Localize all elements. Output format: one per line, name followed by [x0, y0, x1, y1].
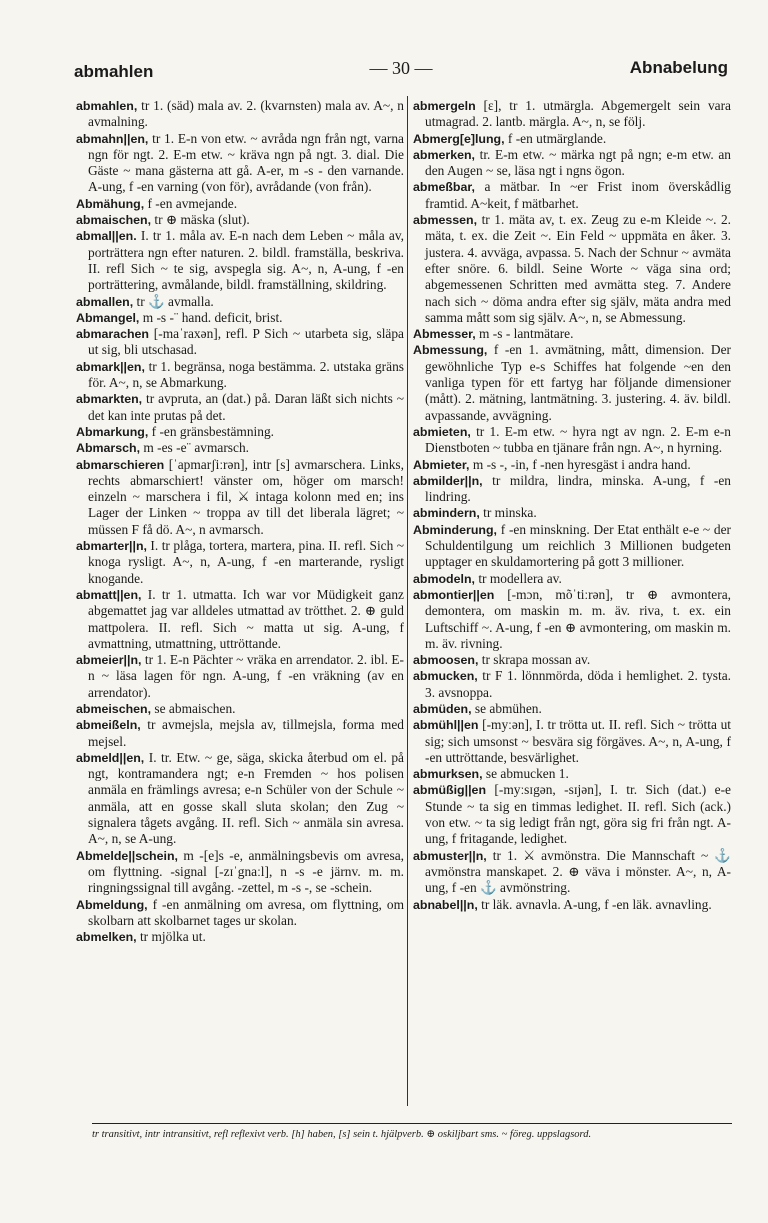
entry-definition: f -en avmejande. [144, 195, 238, 211]
entry-definition: m -s -, -in, f -nen hyresgäst i andra hand. [469, 456, 691, 472]
entry-definition: tr ⚓ avmalla. [133, 293, 214, 309]
entry-definition: I. tr 1. utmatta. Ich war vor Müdigkeit ganz abgemattet jag var alldeles utmattad av trötthet. 2. ⊕ guld mattpolera. II. refl. Sich ~ matta ut sig. A-ung, f avmattning, utmattning, uttröttande. [88, 586, 404, 651]
dictionary-entry [76, 310, 404, 326]
entry-definition: se abmaischen. [151, 700, 236, 716]
dictionary-entry [413, 587, 731, 652]
page-number: — 30 — [369, 58, 433, 78]
entry-definition: [-myːən], I. tr trötta ut. II. refl. Sich ~ trötta ut sig; sich umsonst ~ besvära sig förgäves. A~, n, A-ung, f -en uttröttande, besvärlighet. [425, 717, 731, 765]
entry-headword: abmuster||n, [413, 848, 487, 863]
entry-headword: abmeld||en, [76, 750, 145, 765]
entry-headword: abmergeln [413, 99, 476, 113]
entry-headword: Abmangel, [76, 310, 140, 325]
entry-definition: m -s - lantmätare. [475, 326, 574, 342]
entry-definition: tr 1. E-m etw. ~ hyra ngt av ngn. 2. E-m e-n Dienstboten ~ tubba en tjänare från ngn. A~, n hyrning. [425, 423, 731, 456]
abbreviation-footer: tr transitivt, intr intransitivt, refl reflexivt verb. [h] haben, [s] sein t. hjälpverb. ⊕ oskiljbart sms. ~ föreg. uppslagsord. [92, 1129, 592, 1140]
page-header [74, 52, 728, 82]
dictionary-entry [413, 701, 731, 717]
dictionary-entry [413, 98, 731, 131]
entry-headword: Abmessung, [413, 343, 488, 358]
dictionary-entry [76, 326, 404, 359]
dictionary-entry [413, 522, 731, 571]
dictionary-entry [76, 424, 404, 440]
dictionary-entry [413, 457, 731, 473]
dictionary-entry [413, 782, 731, 847]
dictionary-entry [76, 228, 404, 293]
entry-headword: Abminderung, [413, 522, 497, 537]
dictionary-entry [413, 766, 731, 782]
dictionary-entry [413, 131, 731, 147]
entry-headword: abmahlen, [76, 99, 138, 113]
entry-headword: abmal||en. [76, 229, 137, 244]
entry-headword: abmüßig||en [413, 783, 487, 798]
dictionary-entry [76, 359, 404, 392]
entry-definition: f -en anmälning om avresa, om flyttning, om skolbarn att skolbarnet tages ur skolan. [88, 896, 404, 928]
dictionary-entry [413, 571, 731, 587]
entry-definition: m -[e]s -e, anmälningsbevis om avresa, om flyttning. -signal [-zɪˈgnaːl], n -s -e järnv. m. m. ringningssignal till avgång. -zettel, m -s -, se -schein. [88, 847, 404, 896]
dictionary-entry [76, 848, 404, 897]
dictionary-entry [413, 668, 731, 701]
entry-definition: tr ⊕ mäska (slut). [151, 212, 250, 228]
dictionary-entry [76, 717, 404, 750]
entry-headword: Abmarkung, [76, 424, 149, 439]
entry-definition: tr 1. ⚔ avmönstra. Die Mannschaft ~ ⚓ avmönstra manskapet. 2. ⊕ väva i mönster. A~, n, A-ung, f -en ⚓ avmönstring. [425, 847, 731, 896]
header-right-guideword: Abnabelung [629, 58, 728, 77]
entry-headword: Abmähung, [76, 196, 145, 211]
entry-headword: abmatt||en, [76, 587, 142, 602]
entry-definition: se abmühen. [471, 700, 542, 716]
dictionary-entry [413, 179, 731, 212]
entry-headword: abmaischen, [76, 213, 152, 228]
dictionary-entry [76, 929, 404, 945]
dictionary-entry [413, 473, 731, 506]
entry-definition: tr 1. (säd) mala av. 2. (kvarnsten) mala av. A~, n avmalning. [88, 98, 404, 130]
dictionary-entry [76, 196, 404, 212]
dictionary-entry [76, 750, 404, 848]
entry-headword: abmessen, [413, 213, 478, 228]
dictionary-entry [76, 440, 404, 456]
footer-rule [92, 1123, 732, 1124]
entry-definition: tr mildra, lindra, minska. A-ung, f -en lindring. [425, 472, 731, 505]
dictionary-entry [76, 701, 404, 717]
entry-definition: I. tr. Etw. ~ ge, säga, skicka återbud om el. på ngt, kontramandera ngt; e-n Fremden ~ hos polisen anmäla en främlings avresa; e-n Schüler von der Schule ~ anmäla, att en gosse skall sluta skolan; den Zug ~ signalera tågets avgång. II. refl. Sich ~ anmäla sin avresa. A~, n, se A-ung. [88, 749, 404, 847]
dictionary-entry [413, 897, 731, 913]
entry-definition: f -en 1. avmätning, mått, dimension. Der gewöhnliche Typ e-s Schiffes hat folgende ~en den vanliga typen för ett fartyg har följande dimensioner (mått). 2. mätning, lantmätning. 3. justering. 4. äv. bildl. avpassande, avvägning. [425, 342, 731, 423]
dictionary-entry [413, 717, 731, 766]
entry-definition: [ˈapmarʃiːrən], intr [s] avmarschera. Links, rechts abmarschiert! vänster om, höger om marsch! einzeln ~ marschera i fil, ⚔ intaga kolonn med en; ins Lager der Linken ~ troppa av till det liberala lägret; ~ müssen F få dö. A~, n avmarsch. [88, 456, 404, 537]
entry-definition: se abmucken 1. [482, 766, 569, 782]
dictionary-entry [76, 587, 404, 652]
entry-definition: tr avpruta, an (dat.) på. Daran läßt sich nichts ~ det kan inte prutas på det. [88, 391, 404, 423]
dictionary-entry [76, 652, 404, 701]
entry-headword: abmindern, [413, 506, 480, 521]
entry-headword: abmarschieren [76, 457, 165, 472]
entry-headword: Abmerg[e]lung, [413, 131, 505, 146]
entry-definition: [-mɔn, mõˈtiːrən], tr ⊕ avmontera, demontera, om maskin m. m. äv. riva, t. ex. ein Luftschiff ~. A-ung, f -en ⊕ avmontering, om maskin m. m. äv. rivning. [425, 586, 731, 651]
entry-headword: abnabel||n, [413, 897, 478, 912]
entry-headword: abmallen, [76, 294, 134, 309]
dictionary-entry [413, 147, 731, 180]
entry-definition: tr modellera av. [474, 570, 562, 586]
dictionary-entry [413, 424, 731, 457]
entry-definition: m -es -e¨ avmarsch. [140, 440, 249, 456]
entry-definition: tr F 1. lönnmörda, döda i hemlighet. 2. tysta. 3. avsnoppa. [425, 668, 731, 700]
entry-headword: abmurksen, [413, 767, 483, 782]
entry-headword: abmüden, [413, 701, 472, 716]
entry-headword: abmarkten, [76, 392, 143, 407]
entry-definition: [-myːsɪgən, -sɪjən], I. tr. Sich (dat.) e-e Stunde ~ ta sig en timmas ledighet. II. refl. Sich (ack.) von etw. ~ ta sig ledigt från ngt, göra sig fri från ngt. A-ung, f fritagande, ledighet. [425, 782, 731, 847]
entry-headword: abmodeln, [413, 571, 475, 586]
dictionary-entry [76, 897, 404, 930]
entry-definition: I. tr plåga, tortera, martera, pina. II. refl. Sich ~ knoga rysligt. A~, n, A-ung, f -en marterande, rysligt knogande. [88, 538, 404, 586]
entry-definition: tr mjölka ut. [136, 929, 206, 945]
entry-headword: Abmelde||schein, [76, 848, 178, 863]
entry-definition: tr 1. E-n Pächter ~ vräka en arrendator. 2. ibl. E-n ~ läsa lagen för ngn. A-ung, f -en vräkning (av en arrendator). [88, 652, 404, 700]
entry-definition: tr läk. avnavla. A-ung, f -en läk. avnavling. [477, 896, 712, 912]
entry-headword: abmarachen [76, 327, 150, 342]
dictionary-entry [76, 538, 404, 587]
dictionary-entry [76, 212, 404, 228]
entry-headword: abmühl||en [413, 718, 479, 733]
dictionary-entry [76, 131, 404, 196]
dictionary-entry [76, 391, 404, 424]
entry-headword: abmeißeln, [76, 718, 141, 733]
entry-headword: abmilder||n, [413, 473, 483, 488]
header-left-guideword: abmahlen [74, 62, 154, 81]
entry-definition: f -en minskning. Der Etat enthält e-e ~ der Schuldentilgung um reichlich 3 Millionen budgeten upptager en skuldamortering på gott 3 millioner. [425, 521, 731, 570]
dictionary-entry [413, 505, 731, 521]
entry-definition: a mätbar. In ~er Frist inom överskådlig framtid. A~keit, f mätbarhet. [425, 179, 731, 211]
entry-headword: abmontier||en [413, 587, 495, 602]
entry-definition: tr 1. E-n von etw. ~ avråda ngn från ngt, varna ngn för ngt. 2. E-m etw. ~ kräva ngn på ngt. 3. dial. Die Gäste ~ mana gästerna att gå. A-er, m -s - den varnande. A-ung, f -en varning (von för), avrådande (von från). [88, 130, 404, 195]
dictionary-entry [413, 848, 731, 897]
column-divider [407, 96, 408, 1106]
entry-definition: tr avmejsla, mejsla av, tillmejsla, forma med mejsel. [88, 717, 404, 749]
entry-headword: Abmesser, [413, 327, 476, 342]
right-column [413, 98, 731, 1104]
entry-headword: abmucken, [413, 669, 478, 684]
entry-headword: abmelken, [76, 930, 137, 945]
entry-headword: abmoosen, [413, 653, 479, 668]
dictionary-entry [76, 457, 404, 538]
dictionary-entry [413, 212, 731, 326]
left-column [76, 98, 404, 1104]
entry-definition: [-maˈraxən], refl. P Sich ~ utarbeta sig, släpa ut sig, bli utschasad. [88, 326, 404, 358]
entry-definition: f -en utmärglande. [504, 130, 607, 146]
entry-headword: abmerken, [413, 147, 475, 162]
entry-headword: abmeischen, [76, 701, 152, 716]
entry-headword: abmeßbar, [413, 180, 475, 195]
dictionary-entry [413, 326, 731, 342]
entry-headword: Abmarsch, [76, 441, 141, 456]
entry-definition: tr minska. [479, 505, 537, 521]
entry-headword: abmahn||en, [76, 131, 149, 146]
entry-headword: Abmeldung, [76, 897, 148, 912]
entry-definition: m -s -¨ hand. deficit, brist. [139, 309, 283, 325]
entry-definition: tr 1. mäta av, t. ex. Zeug zu e-m Kleide ~. 2. mäta, t. ex. die Zeit ~. Ein Feld ~ uppmäta en åker. 3. justera. 4. avväga, avpassa. 5. Nach der Schnur ~ avmäta efter snöre. 6. bildl. Seine Worte ~ väga sina ord; abgemessenen Schritten med avmätta steg. 7. Andere nach sich ~ döma andra efter sig själv, mäta andra med samma mått som sig själv. A~, n, se Abmessung. [425, 212, 731, 325]
entry-headword: abmieten, [413, 424, 471, 439]
dictionary-entry [413, 652, 731, 668]
entry-definition: tr skrapa mossan av. [478, 652, 591, 668]
entry-headword: abmeier||n, [76, 653, 142, 668]
entry-definition: [ɛ], tr 1. utmärgla. Abgemergelt sein vara utmagrad. 2. lantb. märgla. A~, n, se följ. [425, 98, 731, 130]
entry-definition: tr. E-m etw. ~ märka ngt på ngn; e-m etw. an den Augen ~ se, läsa ngt i ngns ögon. [425, 146, 731, 179]
entry-headword: abmark||en, [76, 359, 145, 374]
dictionary-entry [76, 294, 404, 310]
entry-headword: abmarter||n, [76, 539, 147, 554]
dictionary-entry [76, 98, 404, 131]
entry-definition: I. tr 1. måla av. E-n nach dem Leben ~ måla av, porträttera ngn efter naturen. 2. bildl. framställa, beskriva. II. refl Sich ~ te sig, avspegla sig. A~, n, A-ung, f -en porträttering, avmålande, bildl. framställning, skildring. [88, 228, 404, 293]
entry-definition: tr 1. begränsa, noga bestämma. 2. utstaka gräns för. A~, n, se Abmarkung. [88, 358, 404, 391]
entry-definition: f -en gränsbestämning. [148, 423, 274, 439]
dictionary-entry [413, 342, 731, 423]
entry-headword: Abmieter, [413, 457, 470, 472]
